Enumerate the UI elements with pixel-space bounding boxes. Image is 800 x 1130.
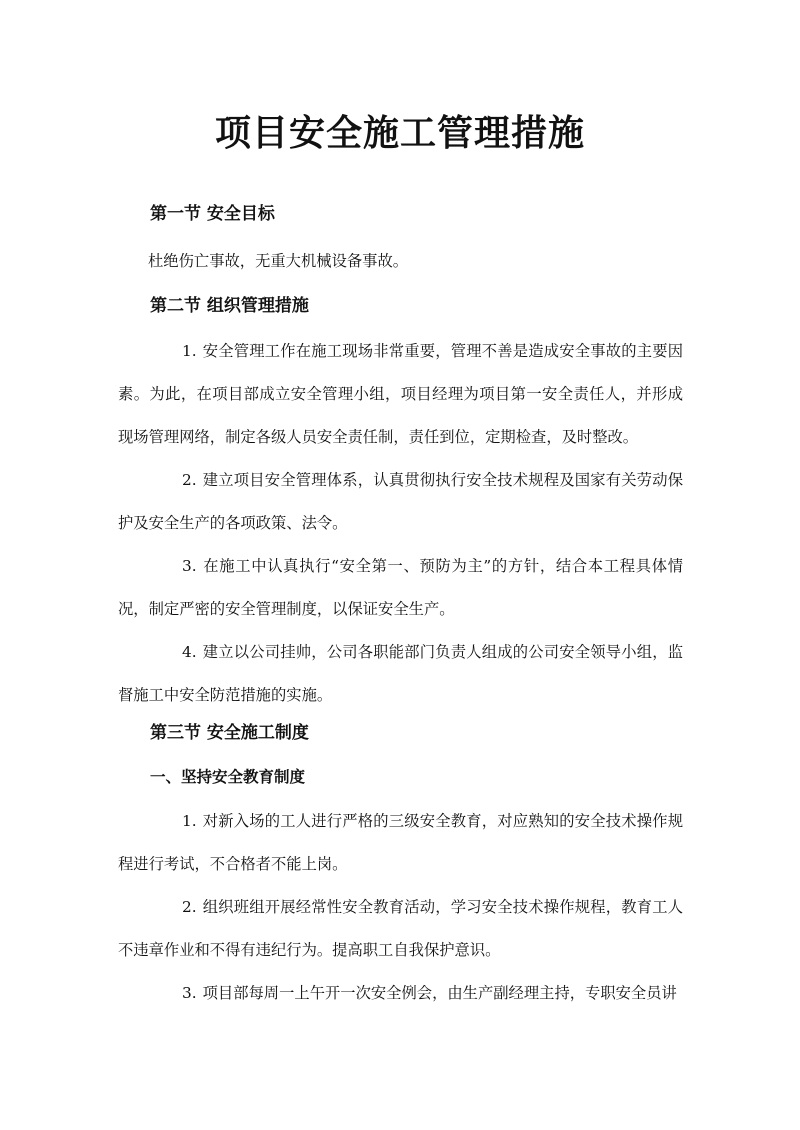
paragraph <box>118 240 683 283</box>
paragraph <box>118 459 683 545</box>
paragraph-text: 建立项目安全管理体系，认真贯彻执行安全技术规程及国家有关劳动保护及安全生产的各项政策、法令。 <box>118 471 683 532</box>
paragraph <box>118 800 683 886</box>
paragraph-text: 杜绝伤亡事故，无重大机械设备事故。 <box>148 252 409 270</box>
subsection-heading: 一、坚持安全教育制度 <box>150 768 306 786</box>
paragraph <box>118 972 683 1015</box>
paragraph-text: 建立以公司挂帅，公司各职能部门负责人组成的公司安全领导小组，监督施工中安全防范措施的实施。 <box>118 643 683 704</box>
paragraph-number: 4. <box>182 643 197 661</box>
paragraph-number: 3. <box>182 557 197 575</box>
paragraph <box>118 545 683 631</box>
paragraph-number: 2. <box>182 898 197 916</box>
paragraph <box>118 631 683 717</box>
section-heading-2: 第二节 组织管理措施 <box>150 296 309 316</box>
paragraph-text: 安全管理工作在施工现场非常重要，管理不善是造成安全事故的主要因素。为此，在项目部成立安全管理小组，项目经理为项目第一安全责任人，并形成现场管理网络，制定各级人员安全责任制，责任到位，定期检查，及时整改。 <box>118 342 683 446</box>
paragraph <box>118 330 683 459</box>
section-heading-1: 第一节 安全目标 <box>150 204 275 224</box>
section-heading-3: 第三节 安全施工制度 <box>150 723 309 743</box>
paragraph-number: 1. <box>182 342 197 360</box>
paragraph-text: 项目部每周一上午开一次安全例会，由生产副经理主持，专职安全员讲 <box>202 984 677 1002</box>
paragraph-number: 2. <box>182 471 197 489</box>
paragraph <box>118 886 683 972</box>
paragraph-number: 1. <box>182 812 197 830</box>
paragraph-text: 组织班组开展经常性安全教育活动，学习安全技术操作规程，教育工人不违章作业和不得有违纪行为。提高职工自我保护意识。 <box>118 898 683 959</box>
paragraph-text: 在施工中认真执行“安全第一、预防为主”的方针，结合本工程具体情况，制定严密的安全管理制度，以保证安全生产。 <box>118 557 683 618</box>
paragraph-number: 3. <box>182 984 197 1002</box>
document-title: 项目安全施工管理措施 <box>214 113 585 154</box>
paragraph-text: 对新入场的工人进行严格的三级安全教育，对应熟知的安全技术操作规程进行考试，不合格者不能上岗。 <box>118 812 683 873</box>
